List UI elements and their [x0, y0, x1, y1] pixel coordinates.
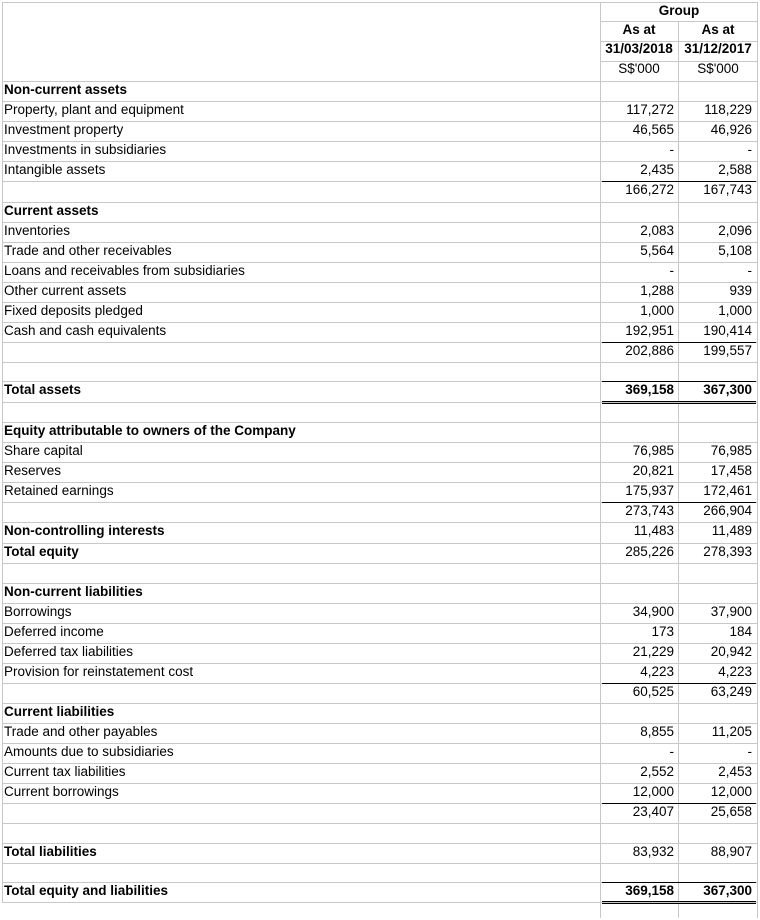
value-2017-12-31: 12,000 [710, 784, 752, 799]
gridline [2, 563, 758, 564]
row-label: Non-controlling interests [4, 523, 165, 538]
col2-unit: S$'000 [697, 61, 739, 76]
value-2017-12-31: - [747, 263, 752, 278]
value-2018-03-31: 285,226 [625, 544, 674, 559]
row-label: Cash and cash equivalents [4, 323, 167, 338]
value-2018-03-31: 173 [651, 624, 674, 639]
gridline [2, 623, 758, 624]
value-2018-03-31: 1,000 [640, 303, 674, 318]
value-2018-03-31: 23,407 [632, 804, 674, 819]
row-label: Inventories [4, 223, 71, 238]
gridline [2, 863, 758, 864]
gridline [2, 703, 758, 704]
value-2018-03-31: 192,951 [625, 323, 674, 338]
value-2017-12-31: 11,205 [711, 724, 752, 739]
gridline [600, 2, 601, 918]
value-2018-03-31: 20,821 [632, 463, 674, 478]
value-2018-03-31: 2,552 [640, 764, 674, 779]
value-2018-03-31: 166,272 [625, 182, 674, 197]
row-label: Reserves [4, 463, 62, 478]
value-2018-03-31: 2,083 [640, 223, 674, 238]
row-label: Trade and other payables [4, 724, 158, 739]
row-label: Trade and other receivables [4, 243, 172, 258]
value-2017-12-31: 278,393 [703, 544, 752, 559]
gridline [602, 903, 756, 904]
value-2017-12-31: 367,300 [703, 883, 752, 898]
value-2017-12-31: 11,489 [711, 523, 752, 538]
value-2018-03-31: - [669, 142, 674, 157]
col2-as-at: As at [701, 22, 735, 37]
value-2017-12-31: 2,453 [718, 764, 752, 779]
value-2017-12-31: - [747, 744, 752, 759]
value-2017-12-31: 184 [729, 624, 752, 639]
value-2018-03-31: 12,000 [632, 784, 674, 799]
group-header: Group [658, 3, 700, 18]
row-label: Investment property [4, 122, 124, 137]
gridline [2, 2, 758, 3]
value-2018-03-31: 4,223 [640, 664, 674, 679]
row-label: Current borrowings [4, 784, 119, 799]
value-2018-03-31: 273,743 [625, 503, 674, 518]
value-2018-03-31: 369,158 [625, 883, 674, 898]
row-label: Current tax liabilities [4, 764, 126, 779]
col2-date: 31/12/2017 [684, 41, 752, 56]
gridline [2, 2, 3, 902]
value-2017-12-31: 2,588 [718, 162, 752, 177]
value-2017-12-31: 190,414 [703, 323, 752, 338]
value-2018-03-31: 83,932 [632, 844, 674, 859]
row-label: Equity attributable to owners of the Company [4, 423, 296, 438]
row-label: Non-current liabilities [4, 584, 143, 599]
col1-unit: S$'000 [618, 61, 660, 76]
row-label: Total assets [4, 382, 82, 397]
value-2018-03-31: 34,900 [632, 604, 674, 619]
value-2017-12-31: 367,300 [703, 382, 752, 397]
value-2017-12-31: 1,000 [718, 303, 752, 318]
value-2018-03-31: 1,288 [640, 283, 674, 298]
value-2017-12-31: 25,658 [710, 804, 752, 819]
row-label: Total equity and liabilities [4, 883, 169, 898]
value-2018-03-31: 175,937 [625, 483, 674, 498]
col1-date: 31/03/2018 [605, 41, 673, 56]
value-2017-12-31: 172,461 [703, 483, 752, 498]
gridline [602, 403, 756, 404]
value-2018-03-31: - [669, 263, 674, 278]
row-label: Fixed deposits pledged [4, 303, 143, 318]
row-label: Amounts due to subsidiaries [4, 744, 174, 759]
value-2017-12-31: 17,458 [710, 463, 752, 478]
value-2018-03-31: 11,483 [633, 523, 674, 538]
value-2018-03-31: 5,564 [640, 243, 674, 258]
gridline [757, 2, 758, 918]
row-label: Loans and receivables from subsidiaries [4, 263, 245, 278]
col1-as-at: As at [622, 22, 656, 37]
value-2018-03-31: 2,435 [640, 162, 674, 177]
value-2017-12-31: 199,557 [703, 343, 752, 358]
row-label: Deferred income [4, 624, 104, 639]
value-2018-03-31: 60,525 [632, 684, 674, 699]
value-2018-03-31: 76,985 [632, 443, 674, 458]
value-2018-03-31: - [669, 744, 674, 759]
value-2018-03-31: 117,272 [626, 102, 674, 117]
gridline [2, 362, 758, 363]
gridline [2, 823, 758, 824]
gridline [2, 202, 758, 203]
gridline [602, 901, 756, 902]
value-2017-12-31: 4,223 [718, 664, 752, 679]
row-label: Share capital [4, 443, 83, 458]
value-2017-12-31: 46,926 [710, 122, 752, 137]
value-2017-12-31: 118,229 [704, 102, 752, 117]
value-2018-03-31: 369,158 [625, 382, 674, 397]
value-2017-12-31: 939 [729, 283, 752, 298]
value-2017-12-31: 20,942 [710, 644, 752, 659]
row-label: Total equity [4, 544, 79, 559]
value-2018-03-31: 21,229 [632, 644, 674, 659]
value-2017-12-31: 88,907 [710, 844, 752, 859]
value-2017-12-31: 167,743 [703, 182, 752, 197]
value-2017-12-31: 76,985 [710, 443, 752, 458]
row-label: Borrowings [4, 604, 72, 619]
gridline [678, 21, 679, 918]
value-2017-12-31: - [747, 142, 752, 157]
row-label: Property, plant and equipment [4, 102, 184, 117]
row-label: Deferred tax liabilities [4, 644, 134, 659]
row-label: Current liabilities [4, 704, 115, 719]
row-label: Current assets [4, 203, 99, 218]
row-label: Other current assets [4, 283, 127, 298]
value-2018-03-31: 202,886 [625, 343, 674, 358]
row-label: Retained earnings [4, 483, 114, 498]
row-label: Investments in subsidiaries [4, 142, 167, 157]
value-2017-12-31: 266,904 [703, 503, 752, 518]
value-2017-12-31: 2,096 [718, 223, 752, 238]
value-2018-03-31: 8,855 [640, 724, 674, 739]
value-2017-12-31: 37,900 [710, 604, 752, 619]
value-2018-03-31: 46,565 [632, 122, 674, 137]
row-label: Non-current assets [4, 82, 128, 97]
value-2017-12-31: 5,108 [718, 243, 752, 258]
row-label: Total liabilities [4, 844, 97, 859]
value-2017-12-31: 63,249 [710, 684, 752, 699]
row-label: Intangible assets [4, 162, 106, 177]
row-label: Provision for reinstatement cost [4, 664, 194, 679]
gridline [602, 401, 756, 402]
